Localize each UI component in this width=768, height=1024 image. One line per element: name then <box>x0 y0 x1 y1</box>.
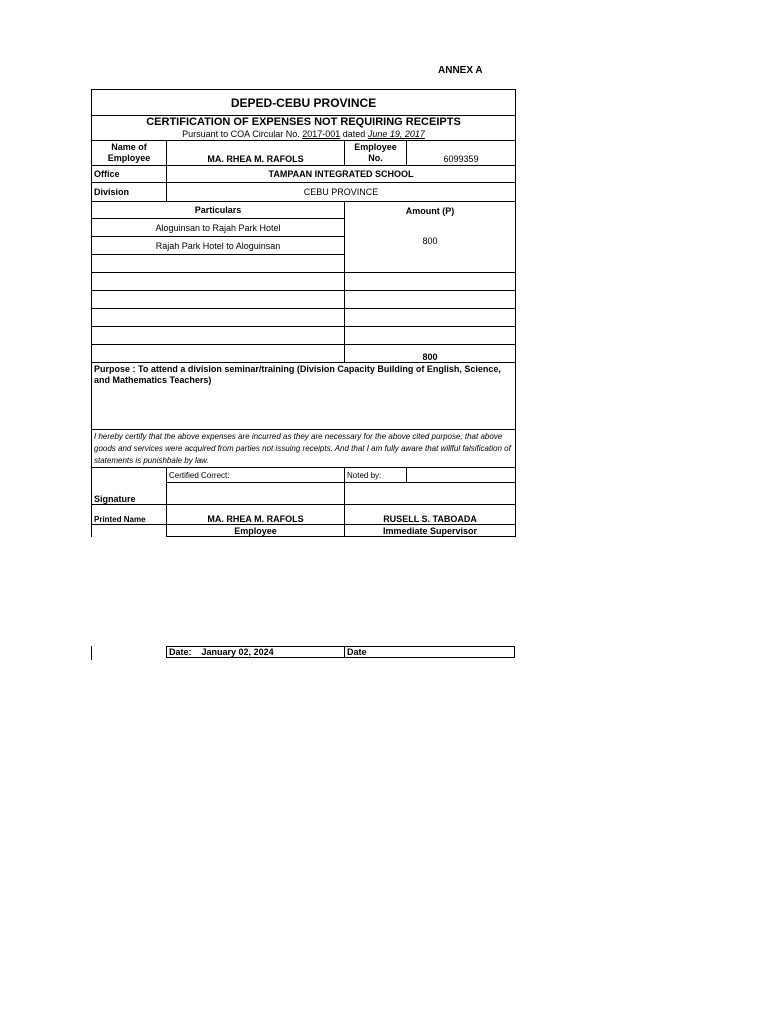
date-left-border <box>91 646 92 660</box>
employee-no-value: 6099359 <box>407 141 516 166</box>
particular-empty-row <box>92 273 345 291</box>
amount-empty-row <box>345 273 516 291</box>
pursuant-prefix: Pursuant to COA Circular No. <box>182 129 300 140</box>
division-label: Division <box>92 183 167 202</box>
office-value: TAMPAAN INTEGRATED SCHOOL <box>167 166 516 183</box>
supervisor-printed-name: RUSELL S. TABOADA <box>345 505 516 525</box>
supervisor-date-cell <box>344 646 515 658</box>
employee-name-label-line2: Employee <box>107 153 151 163</box>
pursuant-line <box>92 129 516 141</box>
annex-label: ANNEX A <box>438 65 483 76</box>
supervisor-signature-field[interactable] <box>345 483 516 505</box>
noted-by-label: Noted by: <box>345 468 407 483</box>
amount-cell <box>345 202 516 273</box>
amount-empty-row <box>345 291 516 309</box>
particular-empty-row <box>92 255 345 273</box>
date-label: Date: <box>169 647 192 657</box>
division-value: CEBU PROVINCE <box>167 183 516 202</box>
employee-date-cell <box>166 646 344 658</box>
particular-item-1: Aloguinsan to Rajah Park Hotel <box>92 219 345 237</box>
sig-blank-cell <box>92 468 167 483</box>
printed-name-label: Printed Name <box>92 505 167 525</box>
employee-no-label-line1: Employee <box>354 142 397 152</box>
office-label: Office <box>92 166 167 183</box>
role-blank-cell <box>92 525 167 537</box>
particular-empty-row <box>92 327 345 345</box>
noted-by-blank <box>407 468 516 483</box>
amount-empty-row <box>345 327 516 345</box>
employee-name-value: MA. RHEA M. RAFOLS <box>167 141 345 166</box>
supervisor-role: Immediate Supervisor <box>345 525 516 537</box>
particular-item-2: Rajah Park Hotel to Aloguinsan <box>92 237 345 255</box>
particular-empty-row <box>92 291 345 309</box>
particular-empty-row <box>92 309 345 327</box>
date-value: January 02, 2024 <box>201 647 274 657</box>
total-label-cell <box>92 345 345 363</box>
date-line <box>91 646 515 658</box>
purpose-text: Purpose : To attend a division seminar/training (Division Capacity Building of English, Science, and Mathematics Teachers) <box>92 363 516 430</box>
amount-header: Amount (P) <box>405 206 455 216</box>
employee-name-label-line1: Name of <box>111 142 147 152</box>
form-title: CERTIFICATION OF EXPENSES NOT REQUIRING RECEIPTS <box>92 116 516 129</box>
employee-no-label <box>345 141 407 166</box>
signature-label: Signature <box>92 483 167 505</box>
particulars-header: Particulars <box>92 202 345 219</box>
circular-number: 2017-001 <box>302 129 341 140</box>
employee-name-label <box>92 141 167 166</box>
amount-empty-row <box>345 309 516 327</box>
amount-value: 800 <box>422 236 438 246</box>
employee-no-label-line2: No. <box>368 153 383 163</box>
employee-printed-name: MA. RHEA M. RAFOLS <box>167 505 345 525</box>
date-label-supervisor: Date <box>347 647 367 657</box>
certify-statement: I hereby certify that the above expenses are incurred as they are necessary for the above cited purpose, that above goods and services were acquired from parties not issuing receipts. And that I am fully aware that willful falsification of statements is punishbale by law. <box>92 430 516 468</box>
circular-date: June 19, 2017 <box>367 129 425 140</box>
dated-label: dated <box>342 129 366 140</box>
certification-form <box>91 89 516 537</box>
org-title: DEPED-CEBU PROVINCE <box>92 90 516 116</box>
employee-role: Employee <box>167 525 345 537</box>
employee-signature-field[interactable] <box>167 483 345 505</box>
total-amount: 800 <box>345 345 516 363</box>
certified-correct-label: Certified Correct: <box>167 468 345 483</box>
